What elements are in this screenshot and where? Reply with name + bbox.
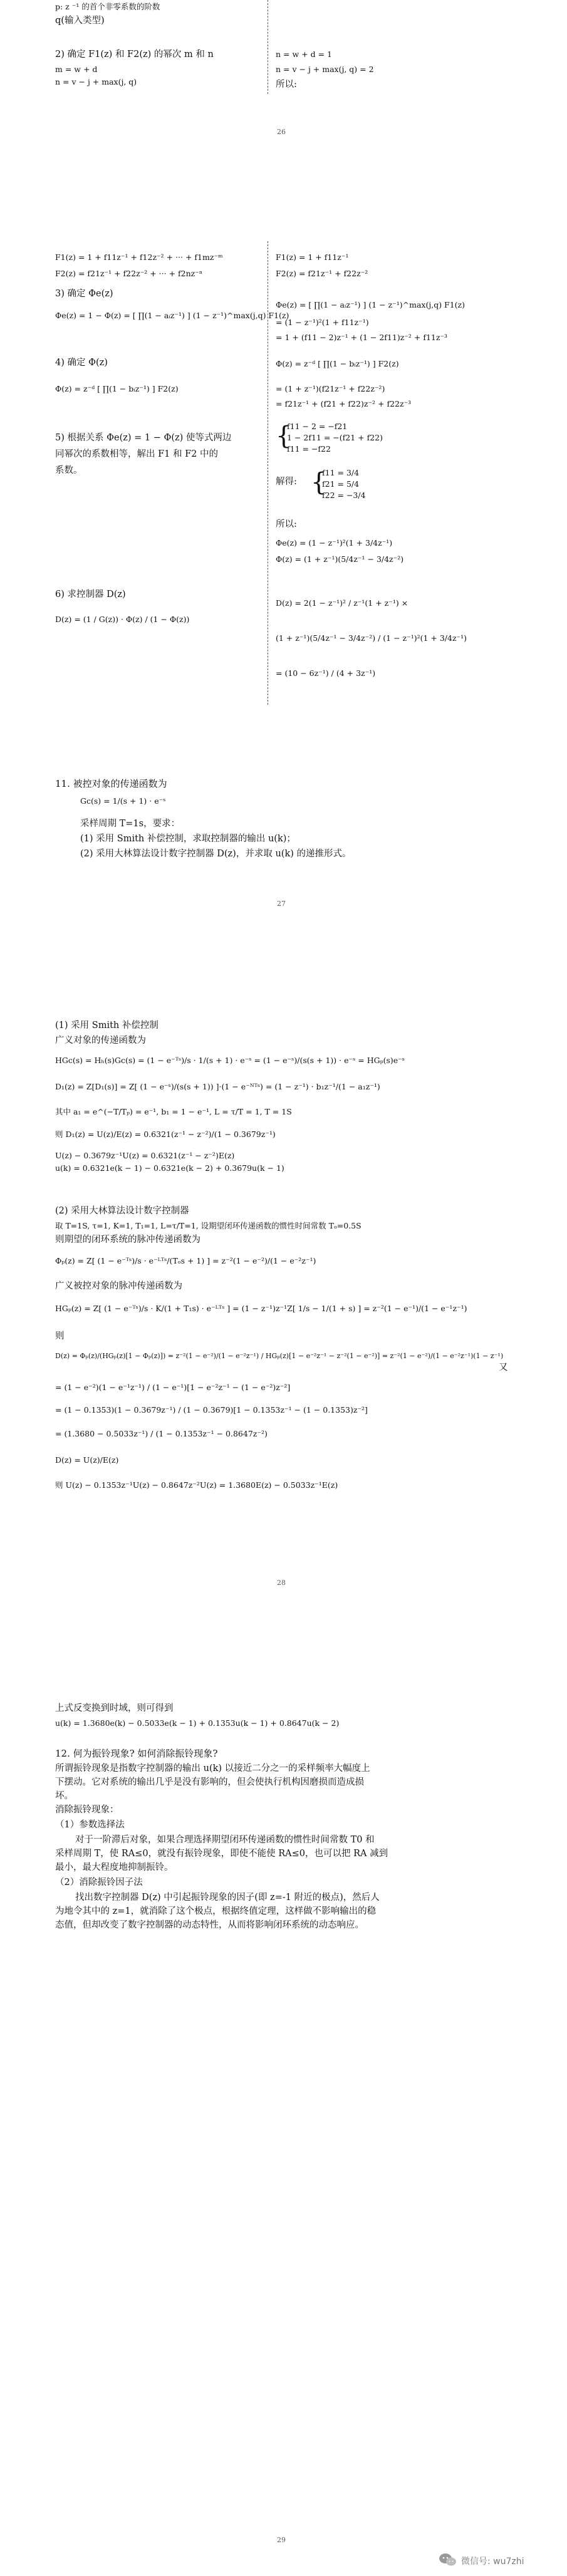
formula-line: f11 = −f22 — [287, 444, 331, 454]
formula-line: Φₚ(z) = Z[ (1 − e⁻ᵀˢ)/s · e⁻ᴸᵀˢ/(Tₒs + 1) ] = z⁻²(1 − e⁻²)/(1 − e⁻²z⁻¹) — [55, 1256, 316, 1265]
formula-line: Φ(z) = z⁻ᵈ [ ∏(1 − bᵢz⁻¹) ] F2(z) — [276, 359, 399, 368]
formula-line: 则 D₁(z) = U(z)/E(z) = 0.6321(z⁻¹ − z⁻²)/(1 − 0.3679z⁻¹) — [55, 1130, 276, 1139]
text-line: 5) 根据关系 Φe(z) = 1 − Φ(z) 使等式两边 — [55, 433, 232, 443]
formula-line: = (10 − 6z⁻¹) / (4 + 3z⁻¹) — [276, 668, 376, 678]
formula-line: = 1 + (f11 − 2)z⁻¹ + (1 − 2f11)z⁻² + f11z⁻³ — [276, 333, 448, 342]
formula-line: f21 = 5/4 — [322, 479, 360, 489]
formula-line: = (1.3680 − 0.5033z⁻¹) / (1 − 0.1353z⁻¹ − 0.8647z⁻²) — [55, 1429, 268, 1438]
formula-line: F2(z) = f21z⁻¹ + f22z⁻² + ··· + f2nz⁻ⁿ — [55, 269, 203, 278]
text-line: (1) 采用 Smith 补偿控制 — [55, 1021, 159, 1031]
formula-line: = (1 + z⁻¹)(f21z⁻¹ + f22z⁻²) — [276, 384, 385, 393]
equation-brace: { — [311, 468, 327, 497]
formula-line: = (1 − e⁻²)(1 − e⁻¹z⁻¹) / (1 − e⁻¹)[1 − e⁻²z⁻¹ − (1 − e⁻²)z⁻²] — [55, 1383, 291, 1392]
text-line: 广义被控对象的脉冲传递函数为 — [55, 1281, 182, 1291]
formula-line: u(k) = 0.6321e(k − 1) − 0.6321e(k − 2) + 0.3679u(k − 1) — [55, 1163, 284, 1173]
text-line: 解得: — [276, 477, 297, 487]
text-line: 所以: — [276, 519, 297, 529]
text-line: 采样周期 T，使 RA≤0，就没有振铃现象，即使不能使 RA≤0，也可以把 RA 减到 — [55, 1849, 388, 1859]
formula-line: 1 − 2f11 = −(f21 + f22) — [287, 433, 383, 442]
text-line: 系数。 — [55, 465, 83, 475]
text-line: 4) 确定 Φ(z) — [55, 358, 108, 368]
formula-line: F1(z) = 1 + f11z⁻¹ + f12z⁻² + ··· + f1mz⁻ᵐ — [55, 252, 223, 262]
text-line: (1) 采用 Smith 补偿控制，求取控制器的输出 u(k)； — [80, 834, 296, 844]
text-line: q(输入类型) — [55, 16, 105, 26]
text-line: （2）消除振铃因子法 — [55, 1877, 143, 1888]
text-line: （1）参数选择法 — [55, 1820, 125, 1830]
formula-line: U(z) − 0.3679z⁻¹U(z) = 0.6321(z⁻¹ − z⁻²)E(z) — [55, 1151, 235, 1160]
formula-line: D(z) = (1 / G(z)) · Φ(z) / (1 − Φ(z)) — [55, 615, 190, 624]
text-line: 采样周期 T=1s，要求： — [80, 819, 180, 829]
formula-line: Φe(z) = [ ∏(1 − aᵢz⁻¹) ] (1 − z⁻¹)^max(j,q) F1(z) — [276, 300, 466, 309]
formula-line: f22 = −3/4 — [322, 491, 366, 500]
formula-line: Φe(z) = 1 − Φ(z) = [ ∏(1 − aᵢz⁻¹) ] (1 − z⁻¹)^max(j,q) F1(z) — [55, 311, 289, 320]
text-line: 所谓振铃现象是指数字控制器的输出 u(k) 以接近二分之一的采样频率大幅度上 — [55, 1763, 370, 1774]
text-line: p: z ⁻¹ 的首个非零系数的阶数 — [55, 2, 160, 11]
formula-line: = (1 − z⁻¹)²(1 + f11z⁻¹) — [276, 318, 369, 327]
formula-line: 其中 a₁ = e^(−T/Tₚ) = e⁻¹, b₁ = 1 − e⁻¹, L = τ/T = 1, T = 1S — [55, 1107, 292, 1116]
text-line: 6) 求控制器 D(z) — [55, 589, 126, 600]
text-line: 广义对象的传递函数为 — [55, 1036, 146, 1046]
text-line: 为地令其中的 z=1，就消除了这个极点，根据终值定理，这样做不影响输出的稳 — [55, 1906, 377, 1916]
text-line: 对于一阶滞后对象，如果合理选择期望闭环传递函数的惯性时间常数 T0 和 — [75, 1835, 375, 1845]
text-line: 坏。 — [55, 1791, 73, 1801]
formula-line: F2(z) = f21z⁻¹ + f22z⁻² — [276, 269, 368, 278]
text-line: 同幂次的系数相等，解出 F1 和 F2 中的 — [55, 449, 219, 459]
formula-line: n = w + d = 1 — [276, 49, 332, 59]
formula-line: Φe(z) = (1 − z⁻¹)²(1 + 3/4z⁻¹) — [276, 538, 393, 548]
formula-line: n = v − j + max(j, q) = 2 — [276, 65, 374, 74]
text-line: 2) 确定 F1(z) 和 F2(z) 的幂次 m 和 n — [55, 49, 214, 60]
wechat-icon — [439, 2552, 457, 2567]
formula-line: Φ(z) = z⁻ᵈ [ ∏(1 − bᵢz⁻¹) ] F2(z) — [55, 384, 179, 393]
text-line: 取 T=1S, τ=1, K=1, T₁=1, L=τ/T=1, 设期望闭环传递函数的惯性时间常数 Tₒ=0.5S — [55, 1221, 362, 1230]
formula-line: D(z) = 2(1 − z⁻¹)² / z⁻¹(1 + z⁻¹) × — [276, 598, 408, 608]
page-number: 27 — [277, 900, 286, 908]
formula-line: f11 = 3/4 — [322, 468, 360, 477]
text-line: 则期望的闭环系统的脉冲传递函数为 — [55, 1235, 200, 1245]
formula-line: F1(z) = 1 + f11z⁻¹ — [276, 252, 349, 262]
formula-line: HGₚ(z) = Z[ (1 − e⁻ᵀˢ)/s · K/(1 + T₁s) · e⁻ᴸᵀˢ ] = (1 − z⁻¹)z⁻¹Z[ 1/s − 1/(1 + s) ] = z⁻²(1 − e⁻¹)/(1 − e⁻¹z⁻¹) — [55, 1304, 467, 1313]
formula-line: m = w + d — [55, 65, 98, 74]
text-line: (2) 采用大林算法设计数字控制器 D(z)，并求取 u(k) 的递推形式。 — [80, 849, 351, 859]
formula-line: = (1 − 0.1353)(1 − 0.3679z⁻¹) / (1 − 0.3679)[1 − 0.1353z⁻¹ − (1 − 0.1353)z⁻²] — [55, 1405, 368, 1415]
page-number: 29 — [277, 2536, 286, 2544]
formula-line: 则 U(z) − 0.1353z⁻¹U(z) − 0.8647z⁻²U(z) = 1.3680E(z) − 0.5033z⁻¹E(z) — [55, 1480, 338, 1490]
formula-line: f11 − 2 = −f21 — [287, 422, 348, 431]
page-number: 28 — [277, 1579, 286, 1587]
text-line: 又 — [499, 1363, 508, 1373]
text-line: 态值，但却改变了数字控制器的动态特性，从而将影响闭环系统的动态响应。 — [55, 1920, 364, 1930]
page-number: 26 — [277, 128, 286, 136]
text-line: (2) 采用大林算法设计数字控制器 — [55, 1206, 189, 1216]
formula-line: D(z) = Φₚ(z)/(HGₚ(z)[1 − Φₚ(z)]) = z⁻²(1 − e⁻²)/(1 − e⁻²z⁻¹) / HGₚ(z)[1 − e⁻²z⁻¹ − z⁻²(1 − e⁻²)] = z⁻²(1 − e⁻²)/(1 − e⁻²z⁻¹)(1 − z⁻¹) — [55, 1352, 504, 1360]
text-line: 所以: — [276, 80, 297, 90]
formula-line: Gc(s) = 1/(s + 1) · e⁻ˢ — [80, 796, 166, 806]
question-heading: 11. 被控对象的传递函数为 — [55, 778, 167, 789]
formula-line: D₁(z) = Z[D₁(s)] = Z[ (1 − e⁻ˢ)/(s(s + 1)) ]·(1 − e⁻ᴺᵀˢ) = (1 − z⁻¹) · b₁z⁻¹/(1 − a₁z⁻¹) — [55, 1082, 380, 1091]
formula-line: HGc(s) = Hₕ(s)Gc(s) = (1 − e⁻ᵀˢ)/s · 1/(s + 1) · e⁻ˢ = (1 − e⁻ˢ)/(s(s + 1)) · e⁻ˢ = HGₚ(s)e⁻ˢ — [55, 1056, 405, 1065]
formula-line: u(k) = 1.3680e(k) − 0.5033e(k − 1) + 0.1353u(k − 1) + 0.8647u(k − 2) — [55, 1718, 340, 1728]
text-line: 则 — [55, 1331, 65, 1341]
formula-line: n = v − j + max(j, q) — [55, 77, 137, 86]
watermark-text: 微信号: wu7zhi — [461, 2557, 524, 2567]
text-line: 找出数字控制器 D(z) 中引起振铃现象的因子(即 z=-1 附近的极点)，然后人 — [75, 1893, 380, 1903]
text-line: 下摆动。它对系统的输出几乎是没有影响的，但会使执行机构因磨损而造成损 — [55, 1777, 364, 1787]
text-line: 3) 确定 Φe(z) — [55, 289, 113, 299]
equation-brace: { — [276, 422, 292, 450]
formula-line: (1 + z⁻¹)(5/4z⁻¹ − 3/4z⁻²) / (1 − z⁻¹)²(1 + 3/4z⁻¹) — [276, 633, 467, 643]
formula-line: D(z) = U(z)/E(z) — [55, 1455, 119, 1465]
text-line: 最小，最大程度地抑制振铃。 — [55, 1862, 174, 1872]
formula-line: = f21z⁻¹ + (f21 + f22)z⁻² + f22z⁻³ — [276, 399, 412, 408]
question-heading: 12. 何为振铃现象? 如何消除振铃现象? — [55, 1748, 218, 1759]
formula-line: Φ(z) = (1 + z⁻¹)(5/4z⁻¹ − 3/4z⁻²) — [276, 554, 404, 564]
text-line: 上式反变换到时域，则可得到 — [55, 1703, 174, 1713]
text-line: 消除振铃现象： — [55, 1805, 119, 1815]
